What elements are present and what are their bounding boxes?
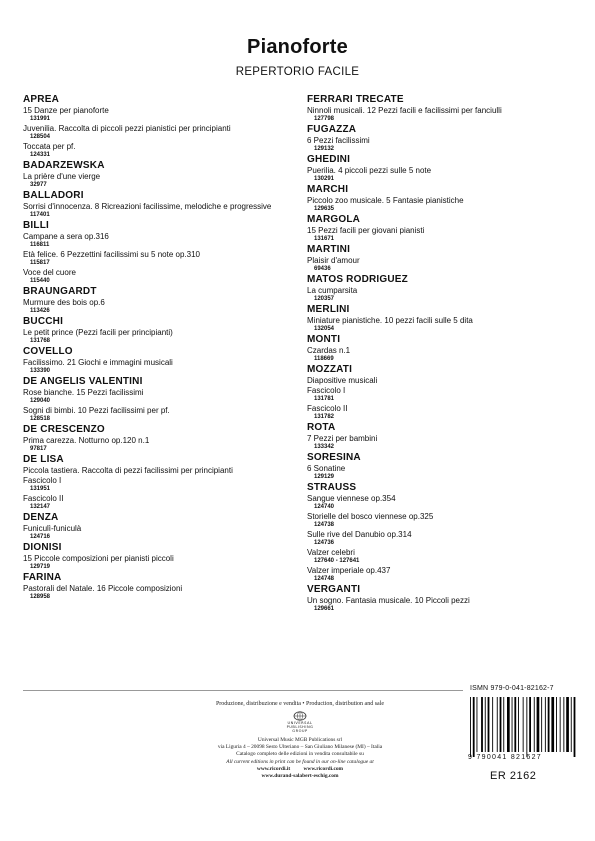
- work-title: Campane a sera op.316: [23, 232, 109, 241]
- barcode-bar: [485, 697, 486, 752]
- catalog-code: 127798: [314, 116, 335, 122]
- catalog-code: 129635: [314, 206, 335, 212]
- composer-name: MATOS RODRIGUEZ: [307, 274, 408, 285]
- barcode-bar: [523, 697, 524, 752]
- page-title: Pianoforte: [247, 36, 348, 58]
- barcode-bar: [492, 697, 493, 752]
- catalog-code: 129661: [314, 606, 335, 612]
- composer-block: [307, 584, 577, 614]
- barcode-bar: [574, 697, 576, 757]
- barcode-bar: [571, 697, 572, 752]
- composer-block: [23, 572, 295, 602]
- work-title: 7 Pezzi per bambini: [307, 434, 378, 443]
- work-title: Piccola tastiera. Raccolta di pezzi facilissimi per principianti: [23, 466, 233, 475]
- barcode-bar: [548, 697, 550, 752]
- composer-name: GHEDINI: [307, 154, 351, 165]
- work-title: 15 Piccole composizioni per pianisti piccoli: [23, 554, 174, 563]
- composer-name: MARGOLA: [307, 214, 361, 225]
- edition-code: ER 2162: [490, 770, 537, 782]
- work-title: Puerilia. 4 piccoli pezzi sulle 5 note: [307, 166, 432, 175]
- catalog-code: 128958: [30, 594, 51, 600]
- work-title: Età felice. 6 Pezzettini facilissimi su 5 note op.310: [23, 250, 200, 259]
- catalog-code: 124738: [314, 522, 335, 528]
- production-line: Produzione, distribuzione e vendita • Production, distribution and sale: [215, 701, 385, 707]
- composer-block: [23, 316, 295, 346]
- composer-block: [23, 286, 295, 316]
- catalog-code: 129040: [30, 398, 51, 404]
- catalog-code: 124331: [30, 152, 51, 158]
- composer-block: [23, 542, 295, 572]
- logo-subtext: PUBLISHING GROUP: [286, 725, 314, 733]
- catalog-code: 129719: [30, 564, 51, 570]
- barcode-bar: [560, 697, 561, 752]
- composer-name: FARINA: [23, 572, 62, 583]
- work-title: Ninnoli musicali. 12 Pezzi facili e facilissimi per fanciulli: [307, 106, 502, 115]
- catalog-code: 124736: [314, 540, 335, 546]
- company-name: Universal Music MGB Publications srl: [257, 737, 343, 743]
- composer-block: [307, 364, 577, 422]
- catalog-code: 124748: [314, 576, 335, 582]
- work-title: La prière d'une vierge: [23, 172, 101, 181]
- work-title: Plaisir d'amour: [307, 256, 360, 265]
- barcode-bar: [477, 697, 478, 752]
- catalog-code: 129129: [314, 474, 335, 480]
- barcode-bar: [563, 697, 564, 752]
- composer-name: BALLADORI: [23, 190, 84, 201]
- work-title: La cumparsita: [307, 286, 358, 295]
- work-title: Facilissimo. 21 Giochi e immagini musicali: [23, 358, 173, 367]
- catalog-code: 120357: [314, 296, 335, 302]
- composer-name: COVELLO: [23, 346, 73, 357]
- composer-name: BILLI: [23, 220, 49, 231]
- logo-text: UNIVERSAL: [287, 721, 313, 725]
- barcode-bar: [518, 697, 519, 752]
- barcode-bar: [470, 697, 471, 757]
- composer-block: [23, 220, 295, 286]
- work-title: Valzer celebri: [307, 548, 355, 557]
- catalog-code: 127640 - 127641: [314, 558, 360, 564]
- barcode-digits: 9 790041 821627: [468, 754, 542, 761]
- composer-name: MARTINI: [307, 244, 351, 255]
- composer-block: [23, 512, 295, 542]
- catalog-code: 131782: [314, 414, 335, 420]
- composer-block: [307, 482, 577, 584]
- work-title: Toccata per pf.: [23, 142, 76, 151]
- composer-name: DENZA: [23, 512, 59, 523]
- composer-name: DE ANGELIS VALENTINI: [23, 376, 143, 387]
- url-ricordi-it[interactable]: www.ricordi.it: [256, 765, 291, 772]
- work-title: 15 Pezzi facili per giovani pianisti: [307, 226, 425, 235]
- work-title: Piccolo zoo musicale. 5 Fantasie pianistiche: [307, 196, 464, 205]
- barcode-bar: [514, 697, 516, 752]
- barcode-bar: [500, 697, 502, 752]
- catalog-code: 113426: [30, 308, 50, 314]
- catalog-code: 130291: [314, 176, 335, 182]
- catalog-left-column: [23, 94, 295, 602]
- composer-block: [307, 94, 577, 124]
- work-title: Un sogno. Fantasia musicale. 10 Piccoli pezzi: [307, 596, 470, 605]
- barcode-bar: [503, 697, 504, 752]
- publisher-footer: [150, 700, 450, 780]
- composer-name: MOZZATI: [307, 364, 353, 375]
- composer-block: [307, 244, 577, 274]
- composer-name: BADARZEWSKA: [23, 160, 105, 171]
- composer-name: DE LISA: [23, 454, 64, 465]
- composer-block: [23, 376, 295, 424]
- composer-name: APREA: [23, 94, 60, 105]
- work-title: 6 Sonatine: [307, 464, 346, 473]
- catalog-code: 32977: [30, 182, 47, 188]
- work-title: Diapositive musicali: [307, 376, 378, 385]
- barcode-bar: [566, 697, 569, 752]
- barcode-bar: [534, 697, 535, 752]
- catalog-right-column: [307, 94, 577, 614]
- composer-name: FUGAZZA: [307, 124, 357, 135]
- work-title: Storielle del bosco viennese op.325: [307, 512, 434, 521]
- composer-block: [23, 424, 295, 454]
- barcode-bar: [551, 697, 554, 752]
- barcode-bar: [537, 697, 540, 752]
- work-title: Le petit prince (Pezzi facili per principianti): [23, 328, 173, 337]
- composer-block: [23, 190, 295, 220]
- catalog-code: 131671: [314, 236, 335, 242]
- composer-name: MERLINI: [307, 304, 350, 315]
- composer-block: [307, 274, 577, 304]
- catalog-code: 128504: [30, 134, 51, 140]
- barcode-bar: [473, 697, 475, 757]
- composer-block: [307, 304, 577, 334]
- barcode-bar: [488, 697, 490, 752]
- barcode-bar: [497, 697, 498, 752]
- composer-name: STRAUSS: [307, 482, 357, 493]
- composer-name: BUCCHI: [23, 316, 64, 327]
- catalog-note-en: All current editions in print can be found in our on-line catalogue at: [226, 758, 374, 765]
- work-title: Pastorali del Natale. 16 Piccole composizioni: [23, 584, 183, 593]
- work-title: Murmure des bois op.6: [23, 298, 105, 307]
- composer-name: DE CRESCENZO: [23, 424, 105, 435]
- composer-name: ROTA: [307, 422, 336, 433]
- ismn-number: ISMN 979-0-041-82162-7: [470, 685, 554, 692]
- catalog-code: 131951: [30, 486, 51, 492]
- work-title: Funiculì-funiculà: [23, 524, 82, 533]
- catalog-code: 133390: [30, 368, 51, 374]
- composer-block: [307, 214, 577, 244]
- composer-name: SORESINA: [307, 452, 361, 463]
- catalog-code: 133342: [314, 444, 335, 450]
- url-durand[interactable]: www.durand-salabert-eschig.com: [261, 773, 339, 780]
- composer-name: BRAUNGARDT: [23, 286, 97, 297]
- composer-block: [23, 160, 295, 190]
- catalog-code: 118669: [314, 356, 334, 362]
- work-title: Valzer imperiale op.437: [307, 566, 391, 575]
- composer-block: [23, 94, 295, 160]
- work-title: Fascicolo II: [307, 404, 348, 413]
- composer-name: MONTI: [307, 334, 341, 345]
- barcode-bar: [545, 697, 546, 752]
- work-title: 15 Danze per pianoforte: [23, 106, 109, 115]
- catalog-code: 131768: [30, 338, 51, 344]
- work-title: Czardas n.1: [307, 346, 351, 355]
- composer-block: [307, 422, 577, 452]
- catalog-code: 115817: [30, 260, 50, 266]
- work-title: Rose bianche. 15 Pezzi facilissimi: [23, 388, 144, 397]
- company-address: via Liguria 4 – 20098 Sesto Ulteriano – San Giuliano Milanese (MI) – Italia: [217, 744, 383, 751]
- work-title: Voce del cuore: [23, 268, 76, 277]
- url-ricordi-com[interactable]: www.ricordi.com: [303, 765, 344, 772]
- catalog-code: 115440: [30, 278, 50, 284]
- catalog-code: 132147: [30, 504, 51, 510]
- composer-block: [23, 346, 295, 376]
- catalog-code: 132054: [314, 326, 335, 332]
- composer-block: [307, 334, 577, 364]
- composer-name: VERGANTI: [307, 584, 361, 595]
- catalog-code: 131991: [30, 116, 51, 122]
- work-title: Sangue viennese op.354: [307, 494, 396, 503]
- work-title: Sogni di bimbi. 10 Pezzi facilissimi per pf.: [23, 406, 170, 415]
- composer-block: [307, 184, 577, 214]
- work-title: Fascicolo I: [23, 476, 62, 485]
- barcode-bar: [556, 697, 557, 752]
- catalog-note-it: Catalogo completo delle edizioni in vendita consultabile su: [236, 751, 364, 758]
- catalog-code: 131781: [314, 396, 335, 402]
- barcode-bar: [481, 697, 483, 752]
- composer-name: MARCHI: [307, 184, 349, 195]
- work-title: Juvenilia. Raccolta di piccoli pezzi pianistici per principianti: [23, 124, 231, 133]
- globe-icon: [293, 711, 307, 721]
- work-title: Sulle rive del Danubio op.314: [307, 530, 412, 539]
- page-subtitle: REPERTORIO FACILE: [235, 66, 360, 78]
- work-title: 6 Pezzi facilissimi: [307, 136, 370, 145]
- composer-block: [307, 124, 577, 154]
- catalog-code: 97817: [30, 446, 47, 452]
- catalog-code: 69436: [314, 266, 331, 272]
- composer-block: [23, 454, 295, 512]
- catalog-code: 117401: [30, 212, 50, 218]
- universal-logo: [280, 711, 320, 733]
- catalog-code: 129132: [314, 146, 335, 152]
- barcode-bar: [507, 697, 510, 752]
- composer-name: FERRARI TRECATE: [307, 94, 404, 105]
- composer-block: [307, 154, 577, 184]
- composer-name: DIONISI: [23, 542, 62, 553]
- catalog-code: 124716: [30, 534, 51, 540]
- footer-divider: [23, 690, 463, 691]
- catalog-code: 116811: [30, 242, 50, 248]
- work-title: Sorrisi d'innocenza. 8 Ricreazioni facilissime, melodiche e progressive: [23, 202, 272, 211]
- barcode-bar: [512, 697, 513, 752]
- barcode-bar: [529, 697, 531, 752]
- barcode-image: [468, 697, 576, 757]
- barcode-bar: [541, 697, 542, 752]
- work-title: Prima carezza. Notturno op.120 n.1: [23, 436, 150, 445]
- barcode-bar: [526, 697, 527, 757]
- catalog-code: 128518: [30, 416, 51, 422]
- composer-block: [307, 452, 577, 482]
- work-title: Miniature pianistiche. 10 pezzi facili sulle 5 dita: [307, 316, 473, 325]
- work-title: Fascicolo II: [23, 494, 64, 503]
- catalog-code: 124740: [314, 504, 335, 510]
- work-title: Fascicolo I: [307, 386, 346, 395]
